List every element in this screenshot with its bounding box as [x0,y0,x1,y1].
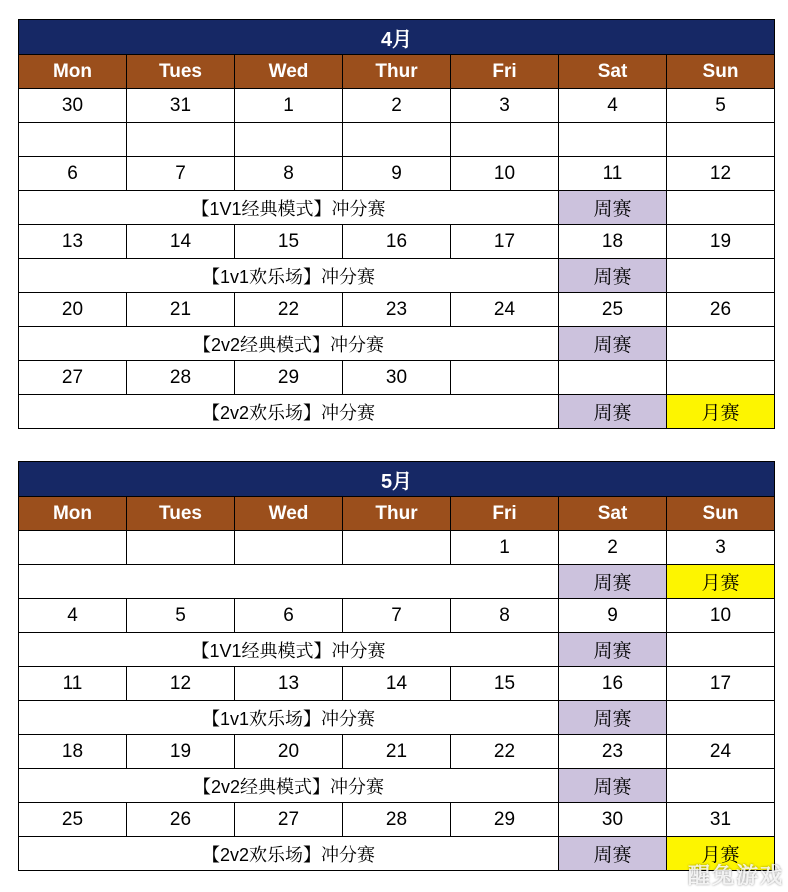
weekday-sat: Sat [559,497,667,531]
monthly-match: 月赛 [667,837,775,871]
event-row [19,191,775,225]
date-row [19,157,775,191]
date-cell: 27 [235,803,343,837]
empty-cell [667,259,775,293]
date-cell: 10 [667,599,775,633]
date-cell: 3 [451,89,559,123]
date-cell: 14 [127,225,235,259]
monthly-match: 月赛 [667,565,775,599]
may-calendar [18,461,775,871]
empty-cell [667,633,775,667]
date-cell: 15 [235,225,343,259]
date-cell: 20 [235,735,343,769]
date-cell [127,531,235,565]
mode-event: 【1v1欢乐场】冲分赛 [19,259,559,293]
empty-cell [559,123,667,157]
weekly-match: 周赛 [559,633,667,667]
weekday-sun: Sun [667,497,775,531]
date-cell: 21 [127,293,235,327]
date-cell: 27 [19,361,127,395]
date-cell: 6 [235,599,343,633]
date-cell [19,531,127,565]
weekday-thu: Thur [343,497,451,531]
date-cell: 7 [343,599,451,633]
date-cell: 28 [127,361,235,395]
weekday-mon: Mon [19,497,127,531]
date-cell: 13 [19,225,127,259]
date-row [19,89,775,123]
mode-event: 【1v1欢乐场】冲分赛 [19,701,559,735]
empty-cell [667,327,775,361]
event-row [19,123,775,157]
event-row [19,701,775,735]
april-calendar [18,19,775,429]
date-cell: 10 [451,157,559,191]
date-cell: 6 [19,157,127,191]
date-cell: 22 [235,293,343,327]
date-cell: 19 [127,735,235,769]
date-cell: 18 [559,225,667,259]
date-row [19,293,775,327]
empty-cell [19,123,127,157]
weekday-fri: Fri [451,55,559,89]
date-cell [667,361,775,395]
date-cell: 8 [451,599,559,633]
date-cell: 17 [451,225,559,259]
weekday-sun: Sun [667,55,775,89]
date-cell: 31 [667,803,775,837]
date-cell: 21 [343,735,451,769]
date-row [19,735,775,769]
event-row [19,395,775,429]
date-cell: 29 [451,803,559,837]
date-cell: 7 [127,157,235,191]
date-cell: 5 [127,599,235,633]
empty-cell [667,701,775,735]
date-row [19,361,775,395]
date-row [19,531,775,565]
date-row [19,599,775,633]
date-cell: 25 [559,293,667,327]
date-row [19,803,775,837]
date-cell: 4 [559,89,667,123]
date-cell [235,531,343,565]
weekday-tue: Tues [127,55,235,89]
date-cell: 11 [559,157,667,191]
date-cell: 23 [343,293,451,327]
weekly-match: 周赛 [559,701,667,735]
date-cell: 9 [343,157,451,191]
weekly-match: 周赛 [559,191,667,225]
mode-event: 【2v2欢乐场】冲分赛 [19,395,559,429]
mode-event: 【2v2经典模式】冲分赛 [19,327,559,361]
date-cell: 16 [559,667,667,701]
empty-cell [343,123,451,157]
weekday-thu: Thur [343,55,451,89]
empty-cell [451,123,559,157]
date-cell [451,361,559,395]
empty-cell [235,123,343,157]
date-row [19,225,775,259]
date-cell: 30 [559,803,667,837]
weekday-fri: Fri [451,497,559,531]
weekday-wed: Wed [235,497,343,531]
date-cell: 12 [127,667,235,701]
date-cell: 13 [235,667,343,701]
date-cell: 14 [343,667,451,701]
weekly-match: 周赛 [559,327,667,361]
date-cell: 24 [451,293,559,327]
date-cell: 31 [127,89,235,123]
date-cell: 19 [667,225,775,259]
event-row [19,565,775,599]
month-title: 5月 [19,462,775,497]
event-row [19,633,775,667]
date-cell: 17 [667,667,775,701]
event-row [19,769,775,803]
date-cell: 29 [235,361,343,395]
date-cell: 26 [127,803,235,837]
date-row [19,667,775,701]
date-cell: 18 [19,735,127,769]
date-cell: 22 [451,735,559,769]
date-cell: 15 [451,667,559,701]
weekday-mon: Mon [19,55,127,89]
event-row [19,259,775,293]
watermark: 醒兔游戏 [687,863,784,888]
weekly-match: 周赛 [559,769,667,803]
date-cell: 12 [667,157,775,191]
mode-event: 【2v2欢乐场】冲分赛 [19,837,559,871]
date-cell: 5 [667,89,775,123]
weekly-match: 周赛 [559,837,667,871]
date-cell: 28 [343,803,451,837]
date-cell [343,531,451,565]
event-row [19,327,775,361]
date-cell: 8 [235,157,343,191]
date-cell: 23 [559,735,667,769]
mode-event: 【1V1经典模式】冲分赛 [19,633,559,667]
date-cell: 2 [343,89,451,123]
event-row [19,837,775,871]
date-cell [559,361,667,395]
date-cell: 9 [559,599,667,633]
date-cell: 20 [19,293,127,327]
weekday-wed: Wed [235,55,343,89]
date-cell: 2 [559,531,667,565]
empty-cell [667,191,775,225]
date-cell: 1 [451,531,559,565]
date-cell: 1 [235,89,343,123]
weekday-sat: Sat [559,55,667,89]
date-cell: 3 [667,531,775,565]
month-title: 4月 [19,20,775,55]
empty-cell [667,123,775,157]
weekly-match: 周赛 [559,395,667,429]
monthly-match: 月赛 [667,395,775,429]
empty-cell [127,123,235,157]
date-cell: 25 [19,803,127,837]
date-cell: 30 [343,361,451,395]
date-cell: 24 [667,735,775,769]
mode-event: 【2v2经典模式】冲分赛 [19,769,559,803]
weekly-match: 周赛 [559,259,667,293]
date-cell: 30 [19,89,127,123]
mode-event: 【1V1经典模式】冲分赛 [19,191,559,225]
empty-cell [667,769,775,803]
empty-cell [19,565,559,599]
date-cell: 11 [19,667,127,701]
date-cell: 16 [343,225,451,259]
date-cell: 4 [19,599,127,633]
date-cell: 26 [667,293,775,327]
weekly-match: 周赛 [559,565,667,599]
weekday-tue: Tues [127,497,235,531]
